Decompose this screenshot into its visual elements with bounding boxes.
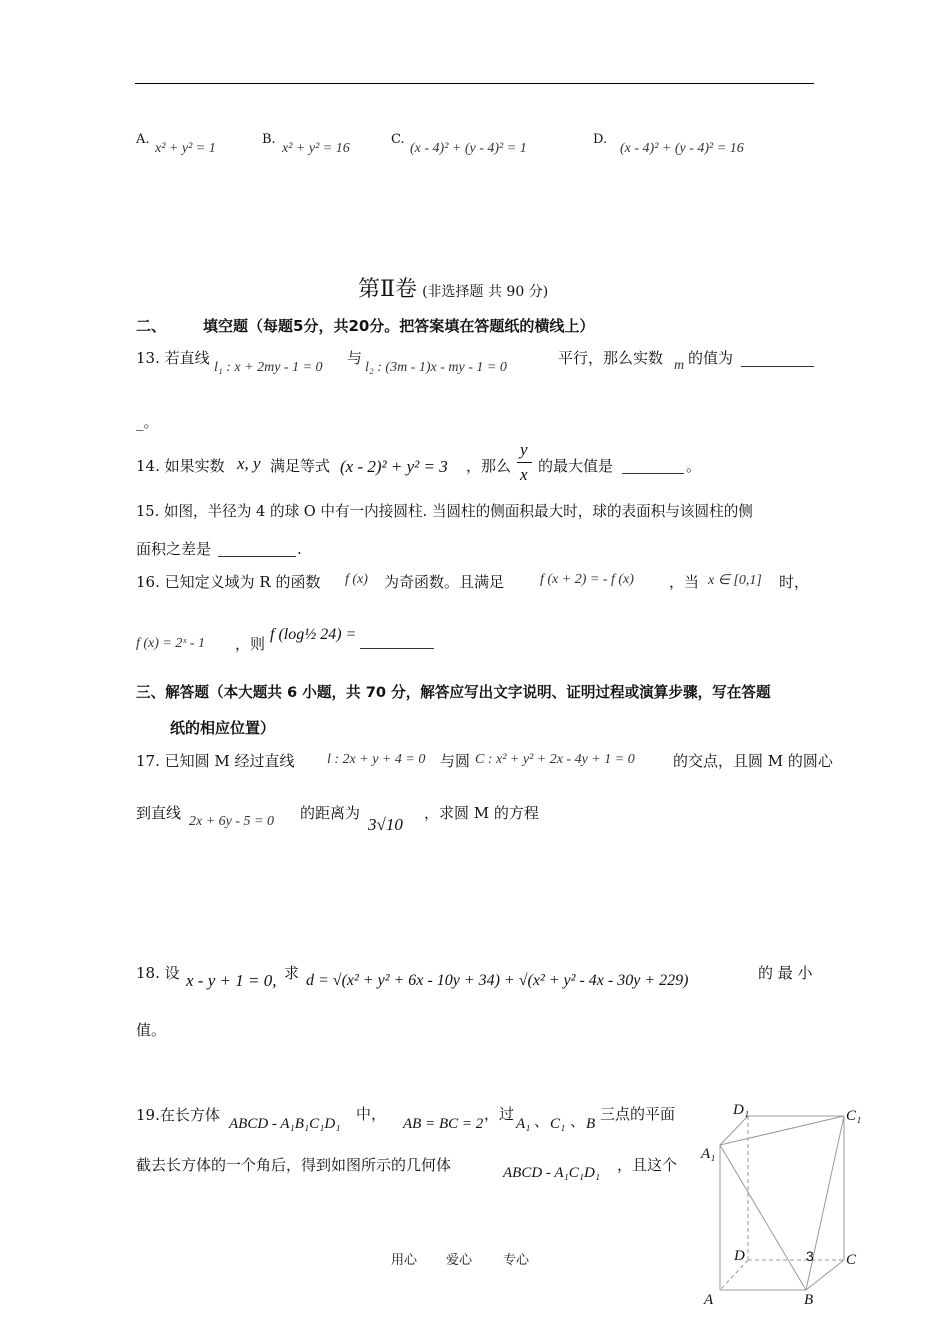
q16-line1b: 为奇函数。且满足 [384, 573, 505, 591]
q19-through: ，过 [484, 1105, 515, 1123]
q16-line1d: 时， [779, 573, 810, 591]
q19-line2: 截去长方体的一个角后，得到如图所示的几何体 [136, 1156, 452, 1174]
q16-domain: x ∈ [0,1] [708, 573, 762, 588]
q18-tail: 的 最 小 [758, 964, 813, 982]
option-b-expr: x² + y² = 16 [282, 141, 350, 156]
q15-answer-blank[interactable] [218, 555, 296, 557]
q16-line1c: ，当 [669, 573, 700, 591]
footer-b: 爱心 [446, 1253, 473, 1268]
q16-line1a: 16. 已知定义域为 R 的函数 [136, 573, 321, 591]
q19-point-3: B [586, 1116, 596, 1132]
q16-query: f (log½ 24) = [270, 626, 357, 643]
q19-sep-2: 、 [570, 1112, 586, 1130]
q19-solid: ABCD - A₁C₁D₁ [503, 1165, 601, 1181]
option-c-expr: (x - 4)² + (y - 4)² = 1 [410, 141, 527, 156]
q18-seek: 求 [284, 964, 300, 982]
q18-condition: x - y + 1 = 0, [186, 971, 277, 990]
q17-line2c: 的距离为 [300, 804, 361, 822]
q19-tail: 三点的平面 [600, 1105, 676, 1123]
q19-box: ABCD - A₁B₁C₁D₁ [229, 1116, 341, 1132]
option-a-expr: x² + y² = 1 [155, 141, 216, 156]
q14-fraction-num: y [520, 440, 528, 459]
q13-line2-eq: l₂ : (3m - 1)x - my - 1 = 0 [365, 360, 507, 375]
q18-expression: d = √(x² + y² + 6x - 10y + 34) + √(x² + y² - 4x - 30y + 229) [306, 972, 689, 989]
q14-end: 。 [686, 457, 702, 475]
q14-then: ，那么 [466, 457, 512, 475]
q17-distance: 3√10 [368, 815, 403, 834]
q13-prefix: 13. 若直线 [136, 349, 210, 367]
part2-title: 填空题（每题5分，共20分。把答案填在答题纸的横线上） [203, 317, 595, 335]
q14-tail: 的最大值是 [538, 457, 614, 475]
footer-c: 专心 [503, 1253, 530, 1268]
q14-mid: 满足等式 [270, 457, 331, 475]
q17-line2d: ，求圆 M 的方程 [424, 804, 539, 822]
part3-heading-line2: 纸的相应位置） [170, 719, 276, 737]
q19-eq: AB = BC = 2 [403, 1116, 484, 1132]
section-title-sub: (非选择题 共 90 分) [422, 284, 549, 300]
q19-line2-end: ，且这个 [617, 1156, 678, 1174]
q15-line2: 面积之差是 [136, 540, 212, 558]
label-d1: D₁ [733, 1102, 750, 1118]
q17-line2-eq: 2x + 6y - 5 = 0 [189, 814, 274, 829]
q18-line2: 值。 [136, 1021, 167, 1039]
q15-end: . [297, 540, 302, 558]
part3-heading-line1: 三、解答题（本大题共 6 小题，共 70 分，解答应写出文字说明、证明过程或演算步骤，写在答题 [136, 684, 771, 701]
option-b-label: B. [262, 132, 276, 147]
q14-eq: (x - 2)² + y² = 3 [340, 457, 448, 476]
q13-var: m [674, 358, 685, 373]
q13-answer-blank[interactable] [741, 365, 814, 367]
q15-line1: 15. 如图，半径为 4 的球 O 中有一内接圆柱. 当圆柱的侧面积最大时，球的表面积与该圆柱的侧 [136, 503, 753, 520]
q14-answer-blank[interactable] [622, 472, 684, 474]
option-d-label: D. [593, 132, 608, 147]
label-a: A [704, 1292, 714, 1308]
q17-line2a: 到直线 [136, 804, 182, 822]
q14-prefix: 14. 如果实数 [136, 457, 225, 475]
edge-a1-c1 [720, 1116, 844, 1145]
q14-fraction-den: x [520, 465, 528, 484]
q19-sep-1: 、 [534, 1112, 550, 1130]
label-a1: A₁ [701, 1146, 716, 1162]
label-c: C [846, 1252, 857, 1268]
label-d: D [734, 1248, 745, 1264]
footer-a: 用心 [391, 1253, 418, 1268]
option-c-label: C. [391, 132, 405, 147]
q19-mid: 中， [356, 1105, 387, 1123]
q19-point-2: C₁ [550, 1116, 566, 1132]
header-rule [135, 83, 814, 84]
q17-tail: 的交点，且圆 M 的圆心 [673, 752, 833, 770]
q16-answer-blank[interactable] [360, 647, 434, 649]
section-title [358, 272, 548, 303]
section-title-main: 第Ⅱ卷 [358, 277, 417, 302]
q13-end: _。 [136, 413, 159, 431]
q13-suffix: 平行，那么实数 [558, 349, 664, 367]
q13-mid: 与 [347, 349, 363, 367]
edge-a1-b [720, 1145, 806, 1290]
option-a-label: A. [136, 132, 150, 147]
q17-prefix: 17. 已知圆 M 经过直线 [136, 752, 295, 770]
geometry-figure [700, 1100, 870, 1315]
q14-fraction-bar [517, 462, 532, 463]
box-diagram [700, 1100, 870, 1315]
label-c1: C₁ [846, 1108, 862, 1124]
q17-mid: 与圆 [440, 752, 471, 770]
label-b: B [804, 1292, 814, 1308]
label-edge-length: 3 [806, 1248, 814, 1264]
q17-circle: C : x² + y² + 2x - 4y + 1 = 0 [475, 752, 635, 767]
q13-tail: 的值为 [688, 349, 734, 367]
q19-prefix: 19.在长方体 [136, 1106, 220, 1124]
edge-d1-a1 [720, 1116, 748, 1145]
part2-number: 二、 [136, 317, 167, 335]
q16-line2b: ，则 [235, 635, 266, 653]
q19-point-1: A₁ [516, 1116, 531, 1132]
q14-vars: x, y [237, 454, 261, 473]
q16-condition: f (x + 2) = - f (x) [540, 572, 634, 587]
q16-fx-def: f (x) = 2ˣ - 1 [136, 636, 205, 651]
q17-line: l : 2x + y + 4 = 0 [327, 752, 426, 767]
q13-line1-eq: l₁ : x + 2my - 1 = 0 [214, 360, 323, 375]
option-d-expr: (x - 4)² + (y - 4)² = 16 [620, 141, 744, 156]
q18-prefix: 18. 设 [136, 964, 180, 982]
q16-fx: f (x) [345, 572, 368, 587]
